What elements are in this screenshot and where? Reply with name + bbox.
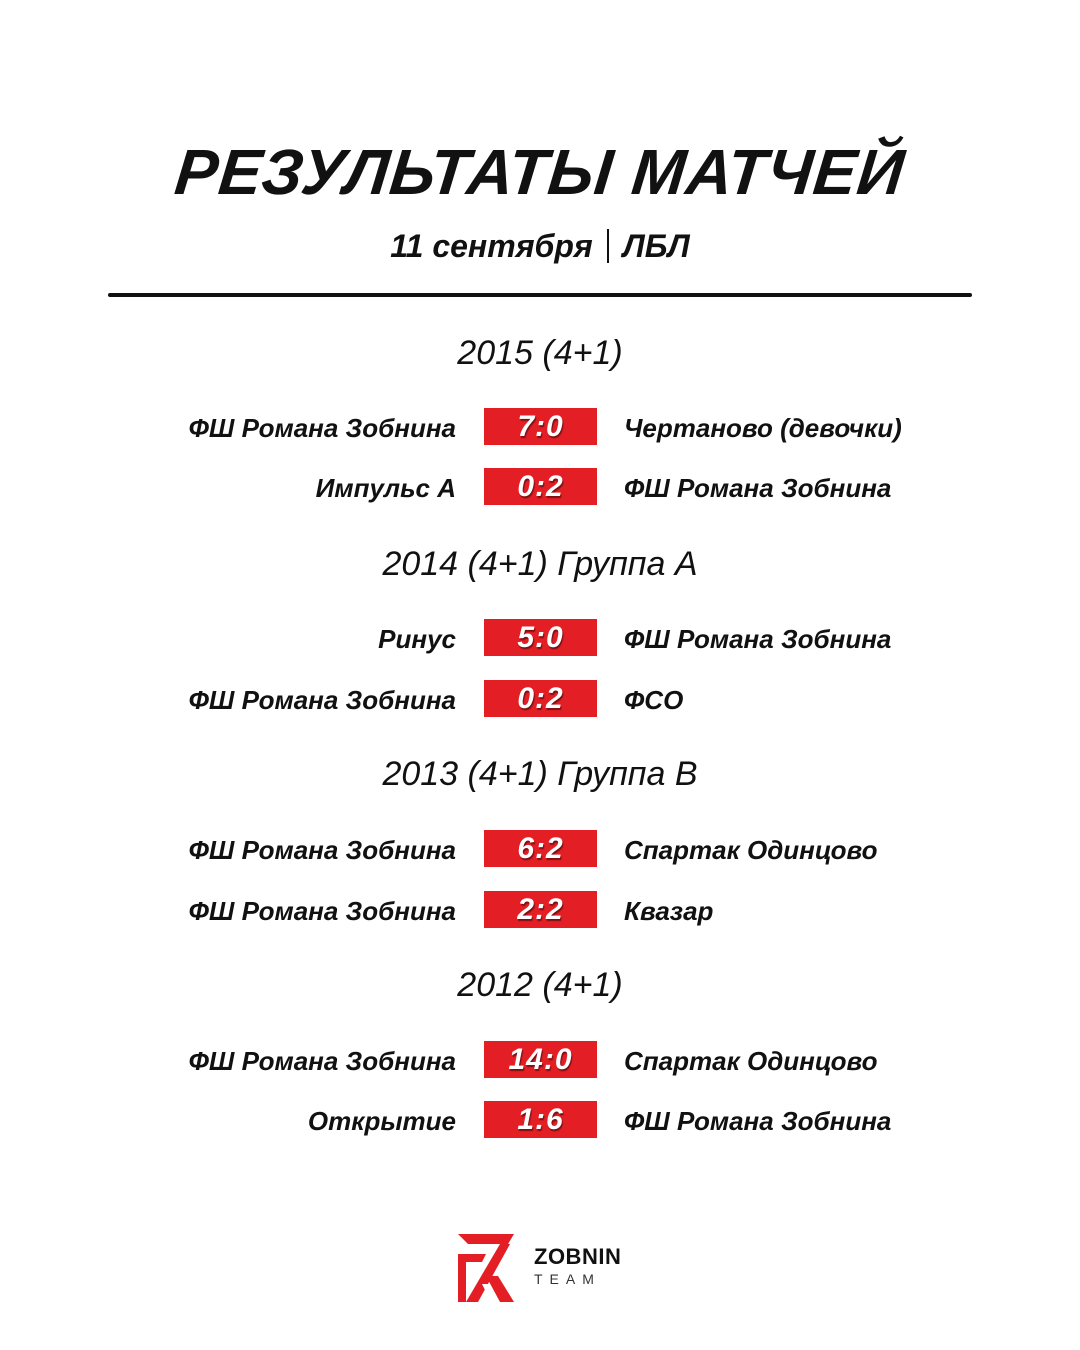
score-badge: 2:2	[484, 891, 597, 928]
match-row	[0, 619, 1080, 659]
league-name: ЛБЛ	[622, 228, 690, 264]
zobnin-team-logo	[456, 1232, 656, 1304]
score-badge: 5:0	[484, 619, 597, 656]
page-title: РЕЗУЛЬТАТЫ МАТЧЕЙ	[171, 136, 909, 208]
match-row	[0, 408, 1080, 448]
group-title-2015: 2015 (4+1)	[457, 334, 623, 372]
page-subtitle	[0, 230, 1080, 266]
away-team: ФШ Романа Зобнина	[624, 1106, 892, 1136]
home-team: ФШ Романа Зобнина	[188, 1046, 456, 1076]
away-team: ФШ Романа Зобнина	[624, 624, 892, 654]
away-team: Квазар	[624, 896, 714, 926]
home-team: ФШ Романа Зобнина	[188, 896, 456, 926]
group-title-2012: 2012 (4+1)	[457, 966, 623, 1004]
match-row	[0, 468, 1080, 508]
away-team: Чертаново (девочки)	[624, 413, 902, 443]
subtitle-divider	[607, 229, 609, 263]
away-team: ФШ Романа Зобнина	[624, 473, 892, 503]
match-row	[0, 891, 1080, 931]
group-title-2013: 2013 (4+1) Группа В	[382, 755, 698, 793]
match-date: 11 сентября	[390, 228, 593, 264]
score-badge: 14:0	[484, 1041, 597, 1078]
score-badge: 1:6	[484, 1101, 597, 1138]
score-badge: 0:2	[484, 680, 597, 717]
home-team: ФШ Романа Зобнина	[188, 685, 456, 715]
home-team: Импульс А	[315, 473, 456, 503]
away-team: ФСО	[624, 685, 684, 715]
group-title-2014: 2014 (4+1) Группа А	[382, 545, 698, 583]
logo-brand-text: ZOBNIN	[534, 1244, 622, 1269]
match-row	[0, 1101, 1080, 1141]
away-team: Спартак Одинцово	[624, 835, 878, 865]
home-team: ФШ Романа Зобнина	[188, 413, 456, 443]
match-row	[0, 680, 1080, 720]
logo-sub-text: TEAM	[534, 1271, 601, 1287]
match-row	[0, 830, 1080, 870]
away-team: Спартак Одинцово	[624, 1046, 878, 1076]
match-row	[0, 1041, 1080, 1081]
home-team: Ринус	[378, 624, 456, 654]
score-badge: 6:2	[484, 830, 597, 867]
score-badge: 7:0	[484, 408, 597, 445]
home-team: ФШ Романа Зобнина	[188, 835, 456, 865]
home-team: Открытие	[307, 1106, 456, 1136]
header-divider	[108, 293, 972, 297]
zt-logo-icon	[456, 1232, 516, 1304]
score-badge: 0:2	[484, 468, 597, 505]
